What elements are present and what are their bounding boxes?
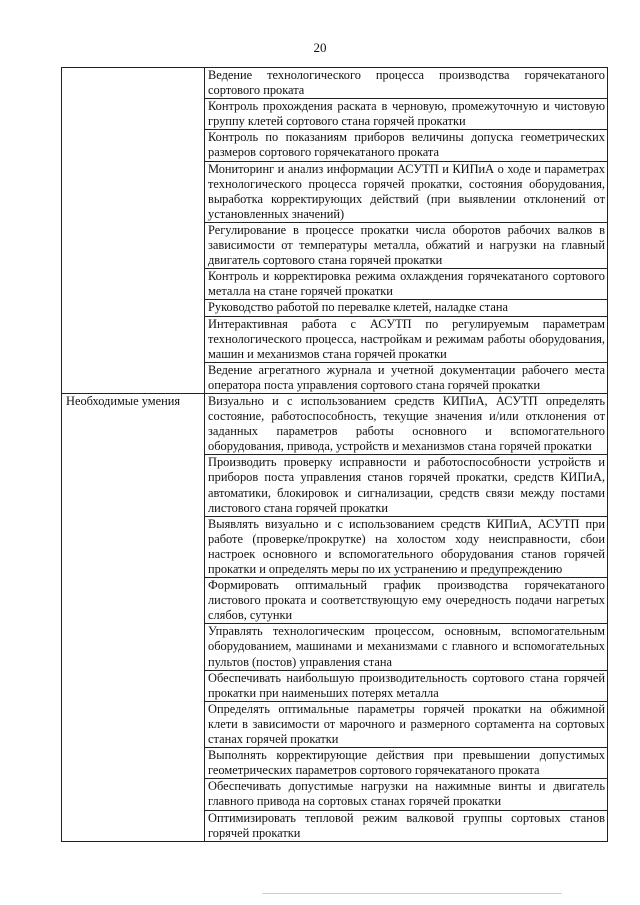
labor-action-cell: Регулирование в процессе прокатки числа оборотов рабочих валков в зависимости от температуры металла, обжатий и нагрузки на главный двигатель сортового стана горячей прокатки <box>205 222 608 268</box>
skill-cell: Обеспечивать наибольшую производительность сортового стана горячей прокатки при наименьших потерях металла <box>205 670 608 701</box>
skills-label-cell: Необходимые умения <box>62 393 205 841</box>
labor-action-cell: Ведение технологического процесса производства горячекатаного сортового проката <box>205 68 608 99</box>
table-row <box>62 393 608 454</box>
labor-action-cell: Руководство работой по перевалке клетей, наладке стана <box>205 300 608 316</box>
skill-cell: Определять оптимальные параметры горячей прокатки на обжимной клети в зависимости от марочного и размерного сортамента на сортовых станах горячей прокатки <box>205 701 608 747</box>
labor-action-cell: Мониторинг и анализ информации АСУТП и КИПиА о ходе и параметрах технологического процесса горячей прокатки, состояния оборудования, выработка корректирующих действий (при выявлении отклонений от установленных значений) <box>205 161 608 222</box>
skill-cell: Выявлять визуально и с использованием средств КИПиА, АСУТП при работе (проверке/прокрутке) на холостом ходу неисправности, сбои настроек основного и вспомогательного оборудования станов горячей прокатки и определять меры по их устранению и предупреждению <box>205 516 608 577</box>
skill-cell: Оптимизировать тепловой режим валковой группы сортовых станов горячей прокатки <box>205 810 608 841</box>
skill-cell: Визуально и с использованием средств КИПиА, АСУТП определять состояние, работоспособность, текущие значения и/или отклонения от заданных параметров работы основного и вспомогательного оборудования, привода, устройств и механизмов стана горячей прокатки <box>205 393 608 454</box>
skill-cell: Производить проверку исправности и работоспособности устройств и приборов поста управления станов горячей прокатки, средств КИПиА, автоматики, блокировок и сигнализации, средств связи между постами листового стана горячей прокатки <box>205 455 608 516</box>
bottom-divider <box>262 893 562 894</box>
skill-cell: Обеспечивать допустимые нагрузки на нажимные винты и двигатель главного привода на сортовых станах горячей прокатки <box>205 779 608 810</box>
labor-action-cell: Контроль прохождения раската в черновую, промежуточную и чистовую группу клетей сортового стана горячей прокатки <box>205 99 608 130</box>
skill-cell: Управлять технологическим процессом, основным, вспомогательным оборудованием, машинами и механизмами с главного и вспомогательных пультов (постов) управления стана <box>205 624 608 670</box>
labor-action-cell: Контроль и корректировка режима охлаждения горячекатаного сортового металла на стане горячей прокатки <box>205 269 608 300</box>
labor-action-cell: Интерактивная работа с АСУТП по регулируемым параметрам технологического процесса, настройкам и режимам работы оборудования, машин и механизмов стана горячей прокатки <box>205 316 608 362</box>
page-number: 20 <box>313 40 327 55</box>
continued-label-cell <box>62 68 205 394</box>
table-row <box>62 68 608 99</box>
skill-cell: Формировать оптимальный график производства горячекатаного листового проката и соответствующую ему очередность подачи нагретых слябов, сутунки <box>205 578 608 624</box>
labor-action-cell: Ведение агрегатного журнала и учетной документации рабочего места оператора поста управления сортового стана горячей прокатки <box>205 362 608 393</box>
labor-action-cell: Контроль по показаниям приборов величины допуска геометрических размеров сортового горячекатаного проката <box>205 130 608 161</box>
competency-table <box>61 67 608 842</box>
skill-cell: Выполнять корректирующие действия при превышении допустимых геометрических параметров сортового горячекатаного проката <box>205 748 608 779</box>
